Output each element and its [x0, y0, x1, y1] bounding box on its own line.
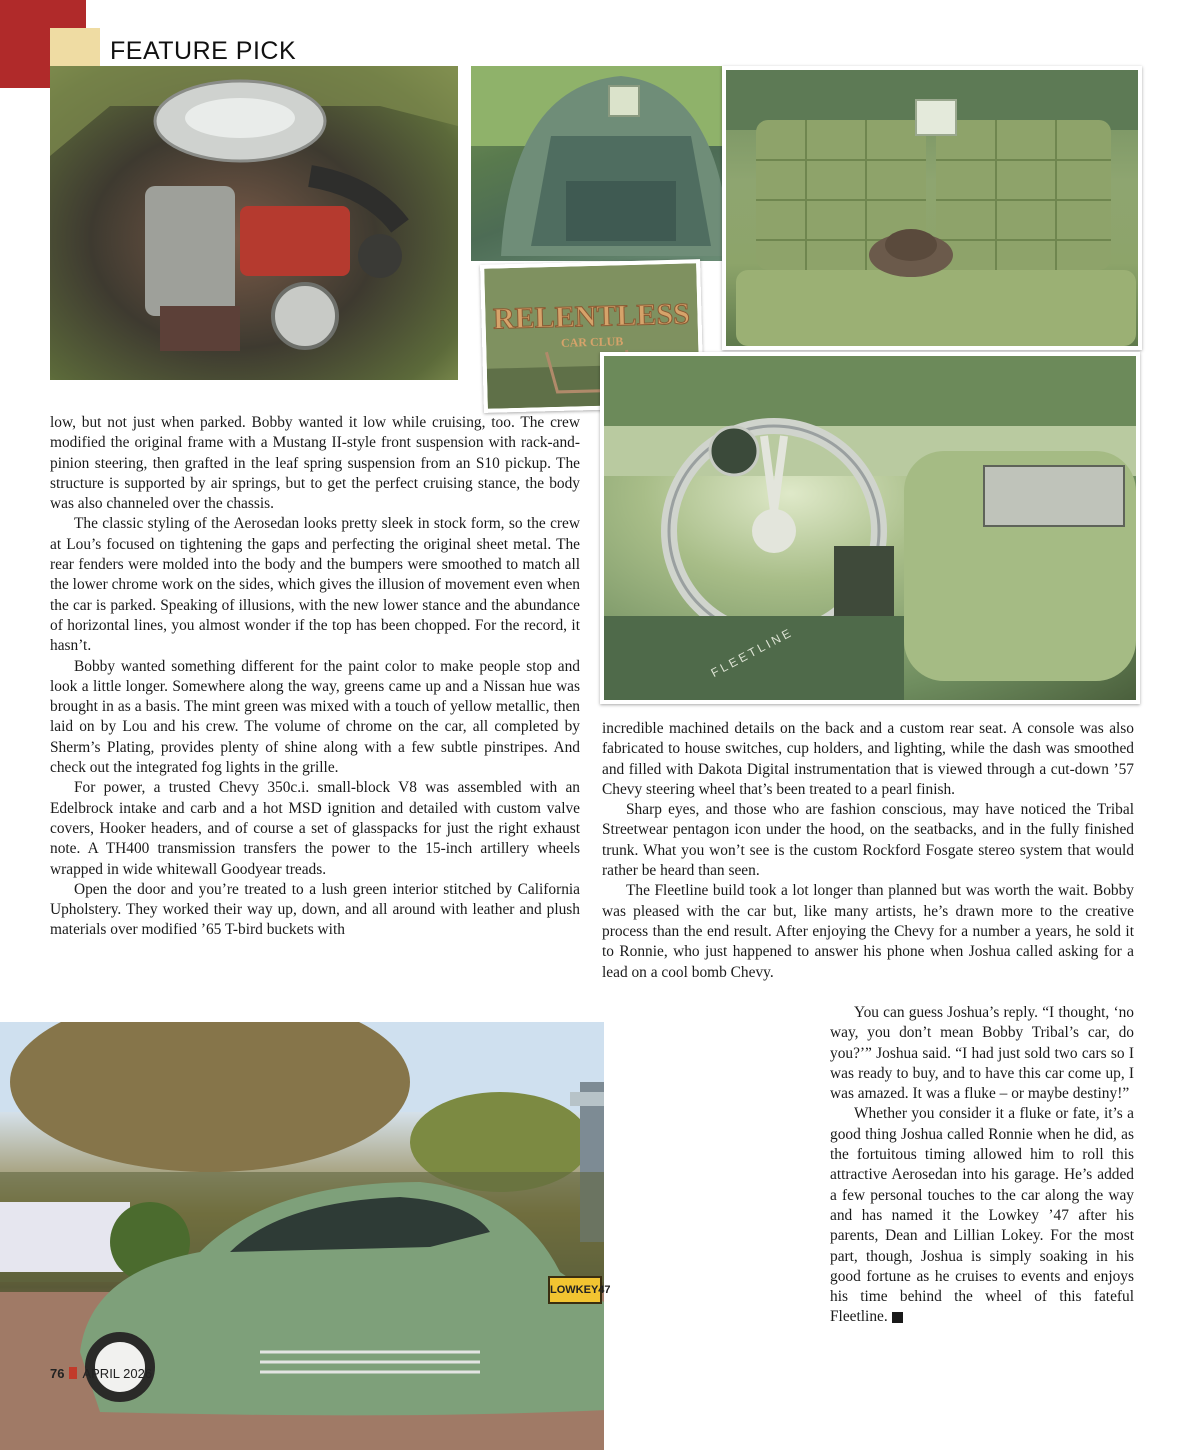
engine-bay-photo: [50, 66, 458, 380]
page-footer: [50, 1366, 152, 1381]
paragraph-last: [830, 1104, 1134, 1327]
trunk-photo: [471, 66, 737, 261]
rear-seat-photo: [722, 66, 1142, 350]
article-column-final: [830, 1003, 1134, 1328]
car-exterior-photo: [0, 1022, 604, 1450]
vanity-plate: LOWKEY47: [548, 1276, 602, 1304]
section-label: FEATURE PICK: [110, 37, 297, 65]
plaque-subtitle: CAR CLUB: [560, 334, 624, 350]
plaque-title: RELENTLESS: [492, 297, 691, 336]
article-column-left: [50, 413, 580, 941]
paragraph: The Fleetline build took a lot longer than planned but was worth the wait. Bobby was pleased with the car but, like many artists, he’s drawn more to the creative process than the end result. After enjoying the Chevy for a number a years, he sold it to Ronnie, who just happened to answer his phone when Joshua called asking for a lead on a cool bomb Chevy.: [602, 882, 1134, 981]
paragraph: The classic styling of the Aerosedan looks pretty sleek in stock form, so the crew at Lou’s focused on tightening the gaps and perfecting the original sheet metal. The rear fenders were molded into the body and the bumpers were smoothed to match all the lower chrome work on the sides, which gives the illusion of movement even when the car is parked. Speaking of illusions, with the new lower stance and the abundance of horizontal lines, you almost wonder if the top has been chopped. For the record, it hasn’t.: [50, 515, 580, 655]
paragraph: low, but not just when parked. Bobby wanted it low while cruising, too. The crew modified the original frame with a Mustang II-style front suspension with rack-and-pinion steering, then grafted in the leaf spring suspension from an S10 pickup. The structure is supported by air springs, but to get the perfect cruising stance, the body was also channeled over the chassis.: [50, 414, 580, 513]
issue-date: APRIL 2026: [82, 1366, 153, 1381]
paragraph: Open the door and you’re treated to a lush green interior stitched by California Upholstery. They worked their way up, down, and all around with leather and plush materials over modified ’65 T-bird buckets with: [50, 880, 580, 939]
paragraph-text: Whether you consider it a fluke or fate, it’s a good thing Joshua called Ronnie when he did, as the fortuitous timing allowed him to roll this attractive Aerosedan into his garage. He’s added a few personal touches to the car along the way and has named it the Lowkey ’47 after his parents, Dean and Lillian Lokey. For the most part, though, Joshua is simply soaking in his good fortune as he cruises to events and enjoys his time behind the wheel of this fateful Fleetline.: [830, 1105, 1134, 1326]
footer-separator: [69, 1367, 77, 1379]
page-number: 76: [50, 1366, 65, 1381]
end-mark-icon: G: [892, 1312, 903, 1323]
article-column-right: [602, 719, 1134, 983]
steering-wheel-script: FLEETLINE: [708, 624, 796, 681]
dashboard-interior-photo: [600, 352, 1140, 704]
paragraph: You can guess Joshua’s reply. “I thought, ‘no way, you don’t mean Bobby Tribal’s car, do you?’” Joshua said. “I had just sold two cars so I was ready to buy, and to have this car come up, I was amazed. It was a fluke – or maybe destiny!”: [830, 1004, 1134, 1103]
paragraph: Bobby wanted something different for the paint color to make people stop and look a little longer. Somewhere along the way, greens came up and a Nissan hue was brought in as a basis. The mint green was mixed with a touch of yellow metallic, then laid on by Lou and his crew. The volume of chrome on the car, all completed by Sherm’s Plating, provides plenty of shine along with a few subtle pinstripes. And check out the integrated fog lights in the grille.: [50, 657, 580, 777]
paragraph: Sharp eyes, and those who are fashion conscious, may have noticed the Tribal Streetwear pentagon icon under the hood, on the seatbacks, and in the fully finished trunk. What you won’t see is the custom Rockford Fosgate stereo system that would rather be heard than seen.: [602, 801, 1134, 880]
paragraph: incredible machined details on the back and a custom rear seat. A console was also fabricated to house switches, cup holders, and lighting, while the dash was smoothed and filled with Dakota Digital instrumentation that is viewed through a cut-down ’57 Chevy steering wheel that’s been treated to a pearl finish.: [602, 720, 1134, 798]
paragraph: For power, a trusted Chevy 350c.i. small-block V8 was assembled with an Edelbrock intake and carb and a hot MSD ignition and detailed with custom valve covers, Hooker headers, and of course a set of glasspacks for just the right exhaust note. A TH400 transmission transfers the power to the 15-inch artillery wheels wrapped in wide whitewall Goodyear treads.: [50, 779, 580, 878]
